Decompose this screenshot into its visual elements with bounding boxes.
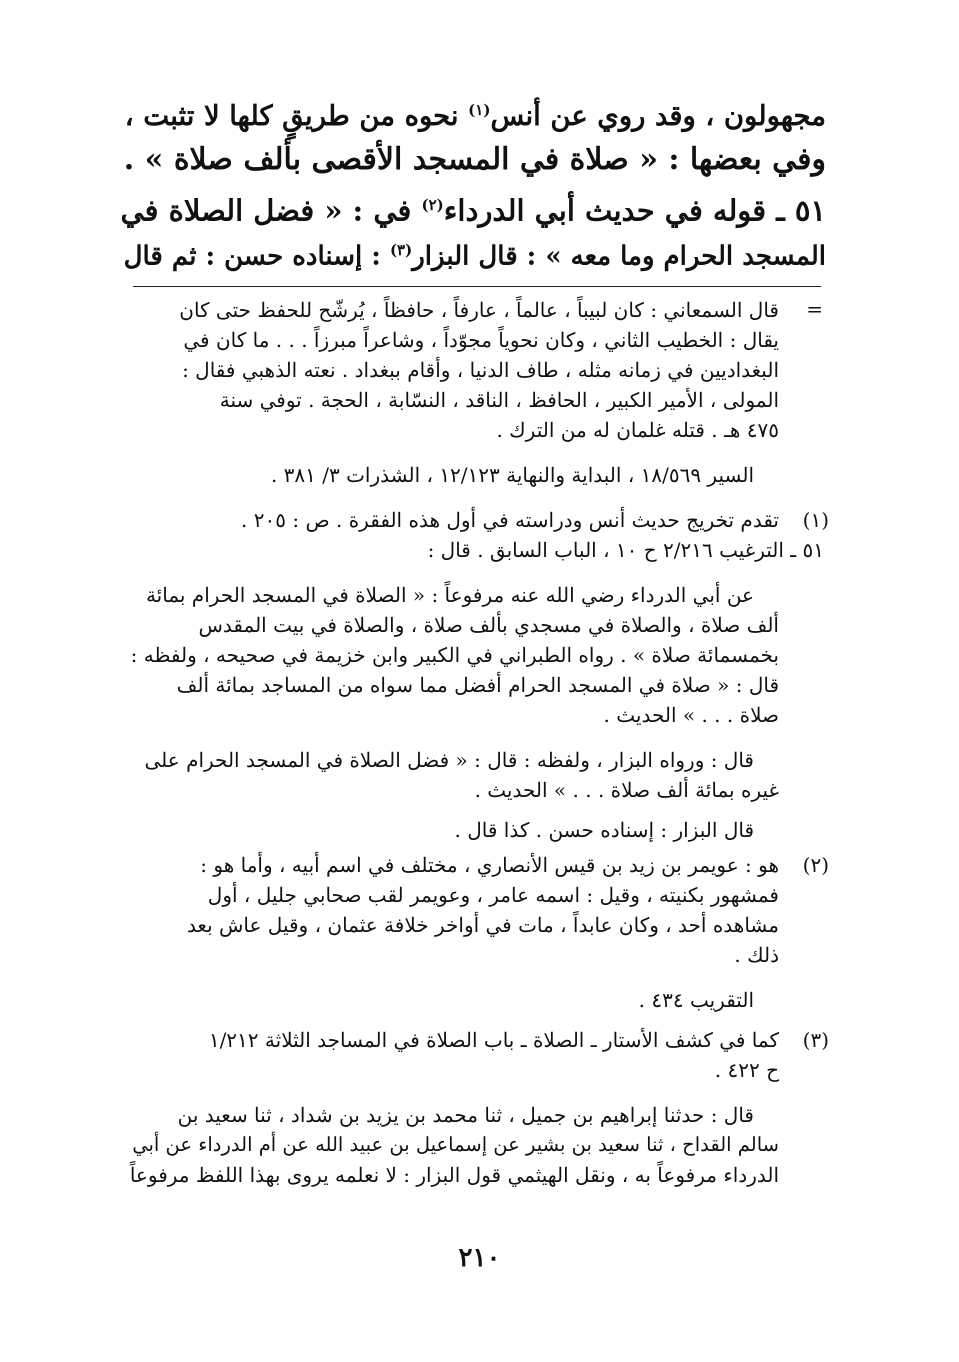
footnote-51-quote-1: عن أبي الدرداء رضي الله عنه مرفوعاً : « الصلاة في المسجد الحرام بمائة	[145, 583, 754, 607]
footnote-2-line-3: مشاهده أحد ، وكان عابداً ، مات في أواخر خلافة عثمان ، وقيل عاش بعد	[186, 913, 779, 937]
continuation-line-4: المولى ، الأمير الكبير ، الحافظ ، الناقد ، النسّابة ، الحجة . توفي سنة	[219, 388, 779, 412]
footnote-3-line-2: ح ٤٢٢ .	[714, 1058, 779, 1082]
footnote-3-quote-3: الدرداء مرفوعاً به ، ونقل الهيثمي قول البزار : لا نعلمه يروى بهذا اللفظ مرفوعاً	[129, 1163, 779, 1187]
continuation-line-3: البغداديين في زمانه مثله ، طاف الدنيا ، وأقام ببغداد . نعته الذهبي فقال :	[182, 358, 779, 382]
footnote-51-bazzar-3: قال البزار : إسناده حسن . كذا قال .	[454, 818, 754, 842]
footnote-1-label: (١)	[802, 508, 829, 532]
main-line-2: وفي بعضها : « صلاة في المسجد الأقصى بألف صلاة » .	[123, 142, 826, 177]
footnote-51-quote-2: ألف صلاة ، والصلاة في مسجدي بألف صلاة ، والصلاة في بيت المقدس	[198, 613, 779, 637]
footnote-2-line-2: فمشهور بكنيته ، وقيل : اسمه عامر ، وعويمر لقب صحابي جليل ، أول	[207, 883, 779, 907]
main-line-1: مجهولون ، وقد روي عن أنس$^{(١)}$ نحوه من طريقٍ كلها لا تثبت ،	[124, 100, 826, 133]
footnote-51-quote-4: قال : « صلاة في المسجد الحرام أفضل مما سواه من المساجد بمائة ألف	[176, 673, 779, 697]
footnote-3-quote-2: سالم القداح ، ثنا سعيد بن بشير عن إسماعيل بن عبيد الله عن أم الدرداء عن أبي	[132, 1133, 779, 1156]
footnote-51-bazzar-1: قال : ورواه البزار ، ولفظه : قال : « فضل الصلاة في المسجد الحرام على	[144, 748, 754, 772]
footnote-51-quote-3: بخمسمائة صلاة » . رواه الطبراني في الكبير وابن خزيمة في صحيحه ، ولفظه :	[130, 643, 779, 667]
footnote-1-text: تقدم تخريج حديث أنس ودراسته في أول هذه الفقرة . ص : ٢٠٥ .	[241, 508, 779, 532]
main-line-4: المسجد الحرام وما معه » : قال البزار$^{(٣)}$ : إسناده حسن : ثم قال	[123, 241, 826, 272]
footnote-3-line-1: كما في كشف الأستار ـ الصلاة ـ باب الصلاة في المساجد الثلاثة ١/٢١٢	[208, 1028, 779, 1052]
page-number: ٢١٠	[458, 1243, 501, 1273]
footnote-51-bazzar-2: غيره بمائة ألف صلاة . . . » الحديث .	[474, 778, 779, 802]
footnote-51-quote-5: صلاة . . . » الحديث .	[603, 703, 779, 727]
footnote-2-label: (٢)	[802, 853, 829, 877]
continuation-line-5: ٤٧٥ هـ . قتله غلمان له من الترك .	[496, 418, 779, 442]
footnote-3-quote-1: قال : حدثنا إبراهيم بن جميل ، ثنا محمد بن يزيد بن شداد ، ثنا سعيد بن	[177, 1103, 754, 1127]
footnote-2-line-4: ذلك .	[734, 943, 779, 967]
continuation-line-1: قال السمعاني : كان لبيباً ، عالماً ، عارفاً ، حافظاً ، يُرشّح للحفظ حتى كان	[179, 298, 779, 322]
footnote-2-line-1: هو : عويمر بن زيد بن قيس الأنصاري ، مختلف في اسم أبيه ، وأما هو :	[200, 853, 779, 877]
footnote-separator	[133, 286, 821, 287]
footnote-51-heading: ٥١ ـ الترغيب ٢/٢١٦ ح ١٠ ، الباب السابق . قال :	[427, 538, 824, 562]
continuation-line-2: يقال : الخطيب الثاني ، وكان نحوياً مجوّداً ، وشاعراً مبرزاً . . . ما كان في	[183, 328, 779, 352]
main-line-3: ٥١ ـ قوله في حديث أبي الدرداء$^{(٢)}$ في : « فضل الصلاة في	[120, 193, 826, 228]
footnote-2-reference: التقريب ٤٣٤ .	[638, 988, 754, 1012]
continuation-reference: السير ١٨/٥٦٩ ، البداية والنهاية ١٢/١٢٣ ، الشذرات ٣/ ٣٨١ .	[270, 463, 754, 487]
footnote-3-label: (٣)	[802, 1028, 829, 1052]
continuation-mark: =	[806, 297, 823, 321]
